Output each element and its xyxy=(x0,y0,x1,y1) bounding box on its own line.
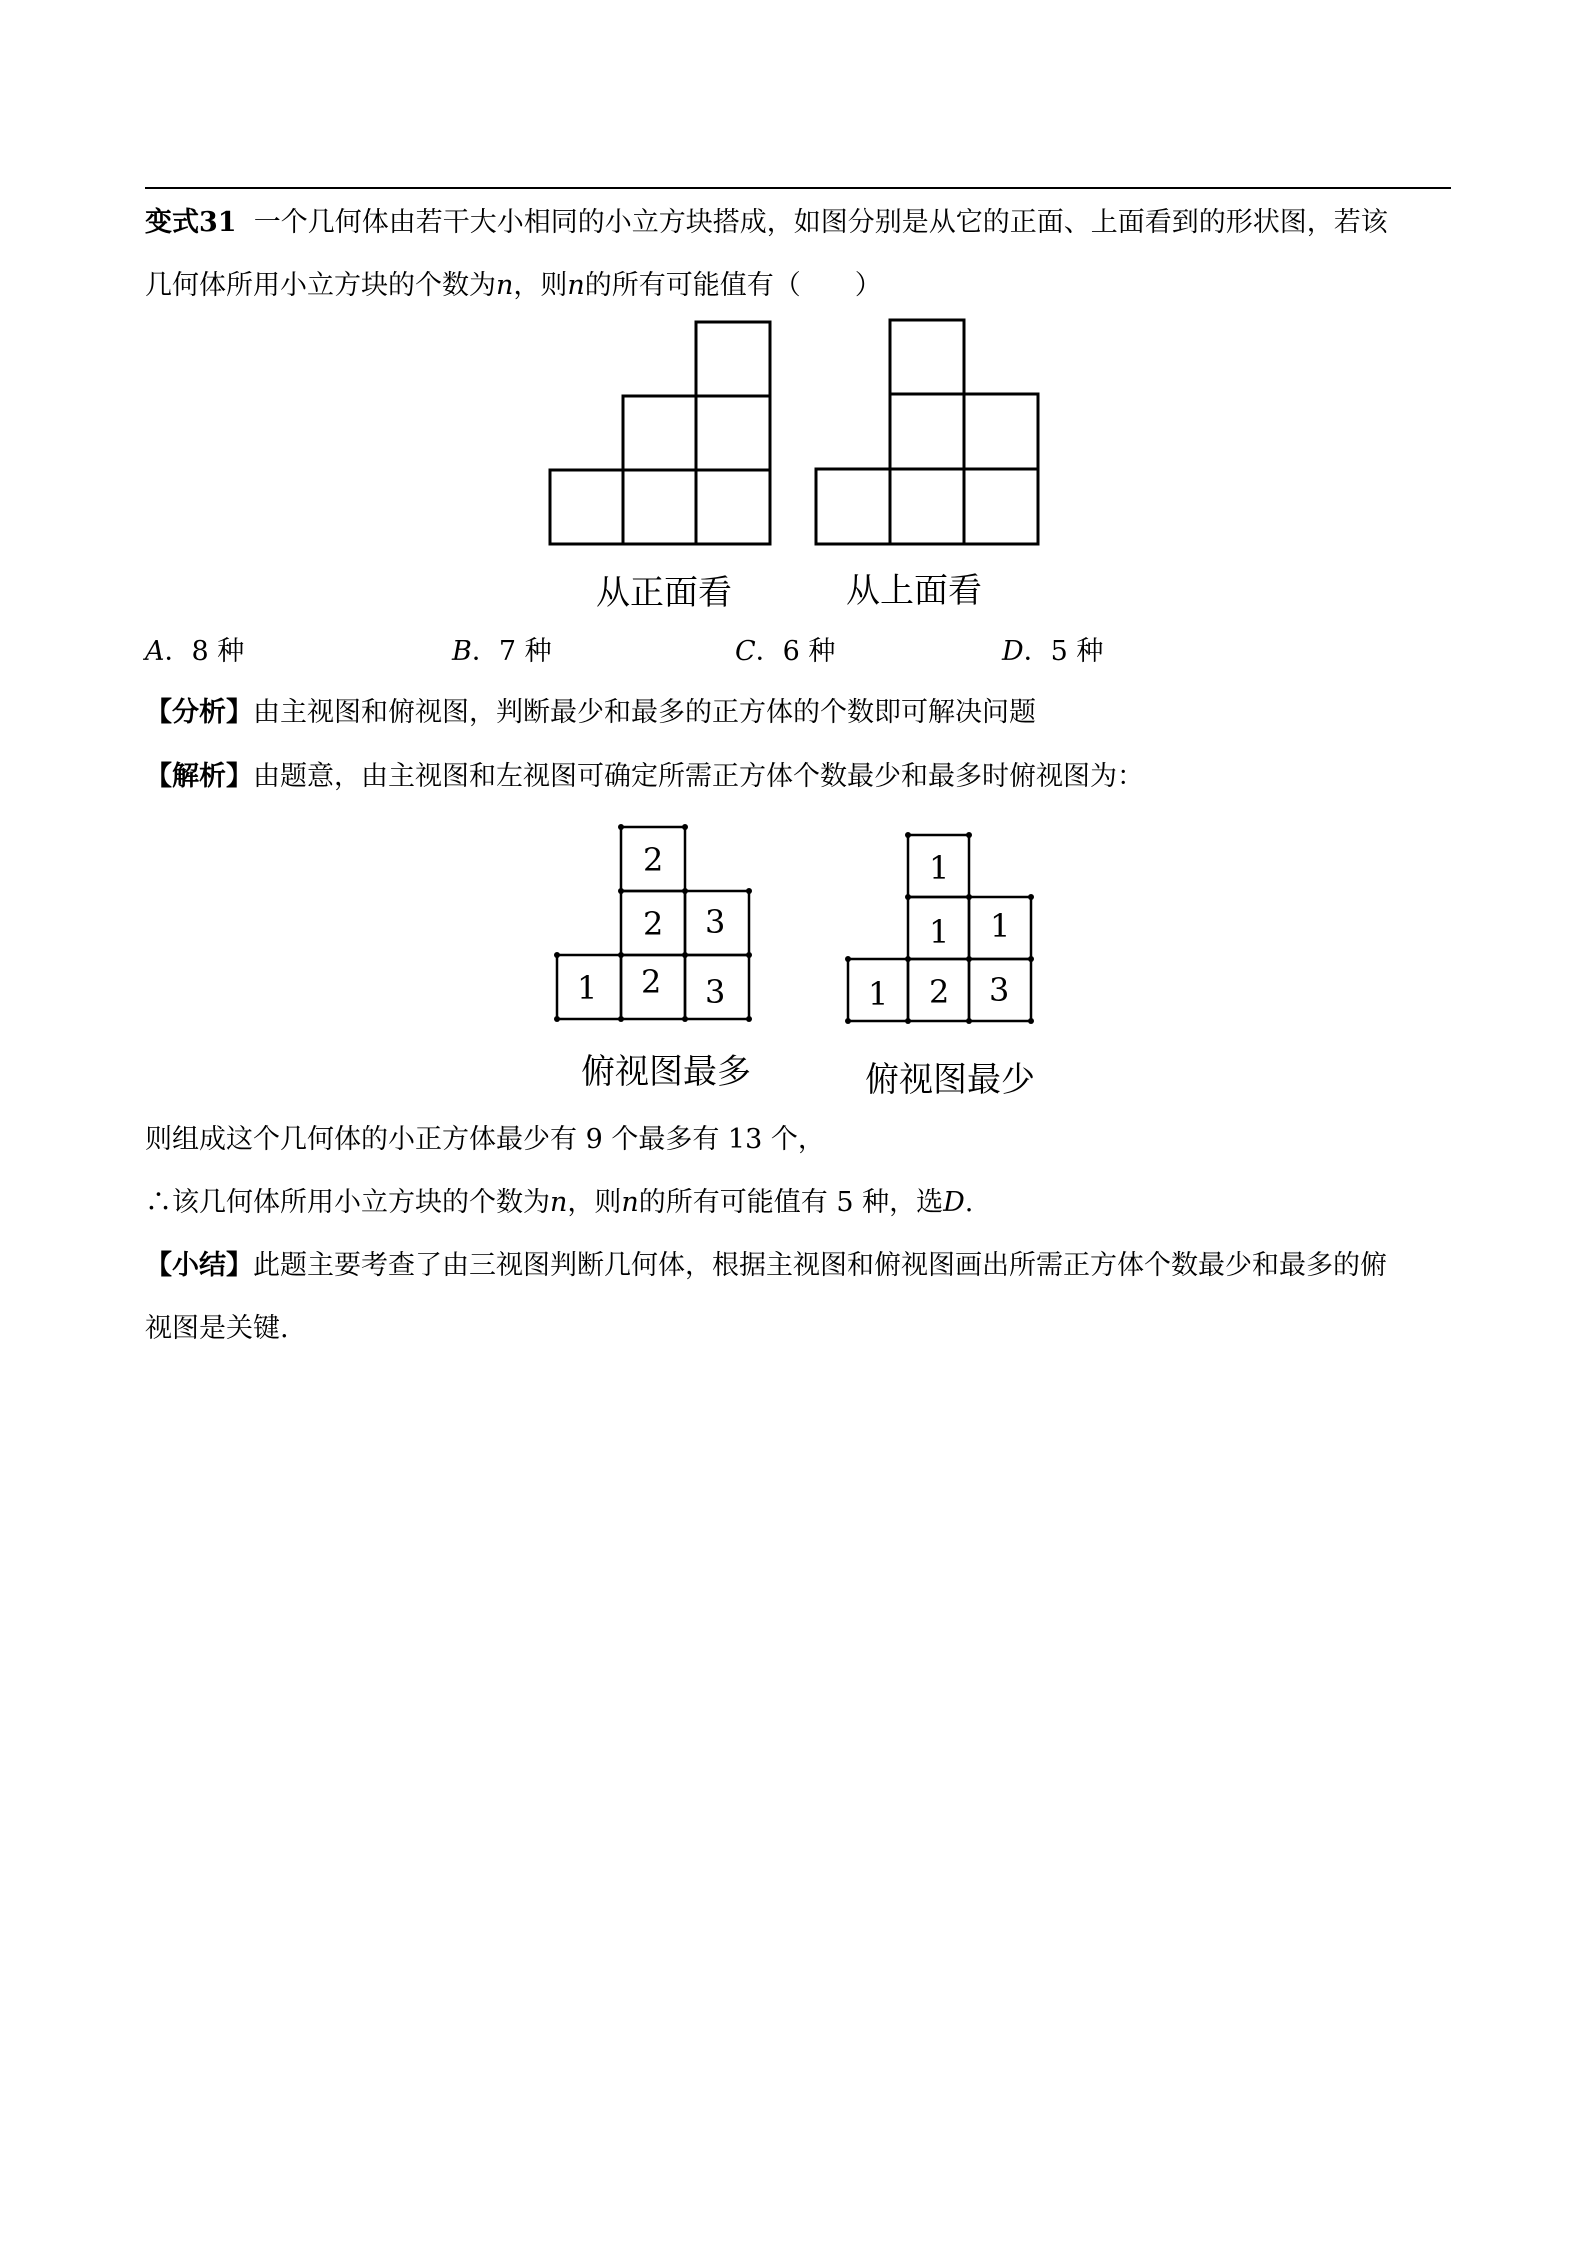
cell-count: 1 xyxy=(990,907,1011,945)
option-c[interactable]: C．6 种 xyxy=(735,636,836,667)
cell-count: 3 xyxy=(705,903,726,941)
question-line-2: 几何体所用小立方块的个数为n，则n的所有可能值有（ ） xyxy=(145,270,882,301)
cell-count: 1 xyxy=(929,913,950,951)
solution-tag: 【解析】 xyxy=(145,761,253,792)
front-view-caption: 从正面看 xyxy=(596,573,732,613)
question-text-1: 一个几何体由若干大小相同的小立方块搭成，如图分别是从它的正面、上面看到的形状图，若该 xyxy=(253,207,1388,238)
option-a[interactable]: A．8 种 xyxy=(145,636,245,667)
summary-line-2: 视图是关键. xyxy=(145,1313,289,1344)
question-line-1 xyxy=(145,203,1455,243)
cell-count: 2 xyxy=(643,905,664,943)
cell-count: 1 xyxy=(577,969,598,1007)
conclusion-line-2: ∴该几何体所用小立方块的个数为n，则n的所有可能值有 5 种，选D. xyxy=(145,1187,974,1218)
cell-count: 1 xyxy=(868,975,889,1013)
top-view-caption: 从上面看 xyxy=(846,571,982,611)
variable-n: n xyxy=(621,1187,639,1218)
header-rule xyxy=(145,187,1451,189)
option-d[interactable]: D．5 种 xyxy=(1002,636,1104,667)
cell-count: 1 xyxy=(929,849,950,887)
conclusion-line-1: 则组成这个几何体的小正方体最少有 9 个最多有 13 个， xyxy=(145,1124,825,1155)
variable-n: n xyxy=(567,270,585,301)
front-view-figure xyxy=(548,320,778,620)
top-view-min-caption: 俯视图最少 xyxy=(865,1060,1035,1100)
summary-tag: 【小结】 xyxy=(145,1250,253,1281)
summary-line-1: 【小结】此题主要考查了由三视图判断几何体，根据主视图和俯视图画出所需正方体个数最少和最多的俯 xyxy=(145,1250,1387,1281)
analysis-tag: 【分析】 xyxy=(145,697,253,728)
top-view-figure xyxy=(813,318,1043,618)
solution-line: 【解析】由题意，由主视图和左视图可确定所需正方体个数最少和最多时俯视图为： xyxy=(145,761,1144,792)
cell-count: 3 xyxy=(989,971,1010,1009)
variable-n: n xyxy=(550,1187,568,1218)
top-view-min-figure xyxy=(846,833,1046,1103)
answer-letter: D xyxy=(943,1187,965,1218)
cell-count: 2 xyxy=(929,973,950,1011)
cell-count: 2 xyxy=(643,841,664,879)
top-view-max-figure xyxy=(555,825,755,1095)
variable-n: n xyxy=(496,270,514,301)
cell-count: 2 xyxy=(641,963,662,1001)
cell-count: 3 xyxy=(705,973,726,1011)
analysis-line: 【分析】由主视图和俯视图，判断最少和最多的正方体的个数即可解决问题 xyxy=(145,697,1036,728)
top-view-max-caption: 俯视图最多 xyxy=(581,1052,751,1092)
question-label: 变式31 xyxy=(145,207,237,238)
option-b[interactable]: B．7 种 xyxy=(452,636,552,667)
